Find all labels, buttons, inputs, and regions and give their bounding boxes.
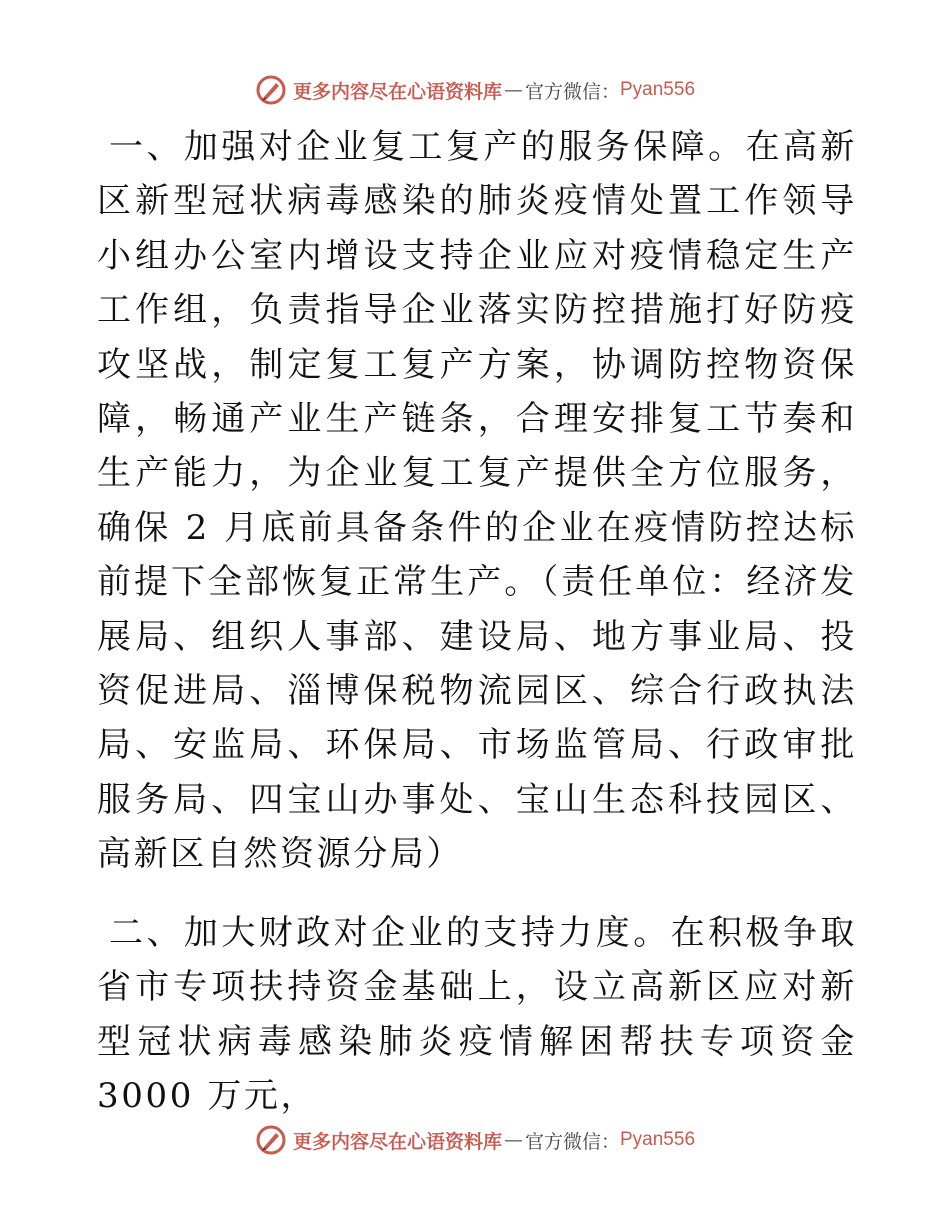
header-banner xyxy=(0,70,950,110)
banner-site-text: 更多内容尽在心语资料库 xyxy=(292,1130,502,1153)
banner-wechat-label: 官方微信： xyxy=(524,80,620,103)
banner-wechat-id: Pyan556 xyxy=(620,79,696,100)
document-body xyxy=(97,120,857,1123)
paragraph-2: 二、加大财政对企业的支持力度。在积极争取省市专项扶持资金基础上，设立高新区应对新型冠状病毒感染肺炎疫情解困帮扶专项资金 3000 万元， xyxy=(97,912,857,1116)
pen-logo-icon xyxy=(255,1124,287,1156)
footer-banner xyxy=(0,1120,950,1160)
banner-wechat-id: Pyan556 xyxy=(620,1129,696,1150)
banner-wechat-label: 官方微信： xyxy=(524,1130,620,1153)
pen-logo-icon xyxy=(255,74,287,106)
banner-site-text: 更多内容尽在心语资料库 xyxy=(292,80,502,103)
paragraph-1: 一、加强对企业复工复产的服务保障。在高新区新型冠状病毒感染的肺炎疫情处置工作领导小组办公室内增设支持企业应对疫情稳定生产工作组，负责指导企业落实防控措施打好防疫攻坚战，制定复工复产方案，协调防控物资保障，畅通产业生产链条，合理安排复工节奏和生产能力，为企业复工复产提供全方位服务，确保 2 月底前具备条件的企业在疫情防控达标前提下全部恢复正常生产。（责任单位：经济发展局、组织人事部、建设局、地方事业局、投资促进局、淄博保税物流园区、综合行政执法局、安监局、环保局、市场监管局、行政审批服务局、四宝山办事处、宝山生态科技园区、高新区自然资源分局） xyxy=(97,127,857,875)
banner-separator: — xyxy=(503,1129,523,1151)
banner-separator: — xyxy=(503,79,523,101)
